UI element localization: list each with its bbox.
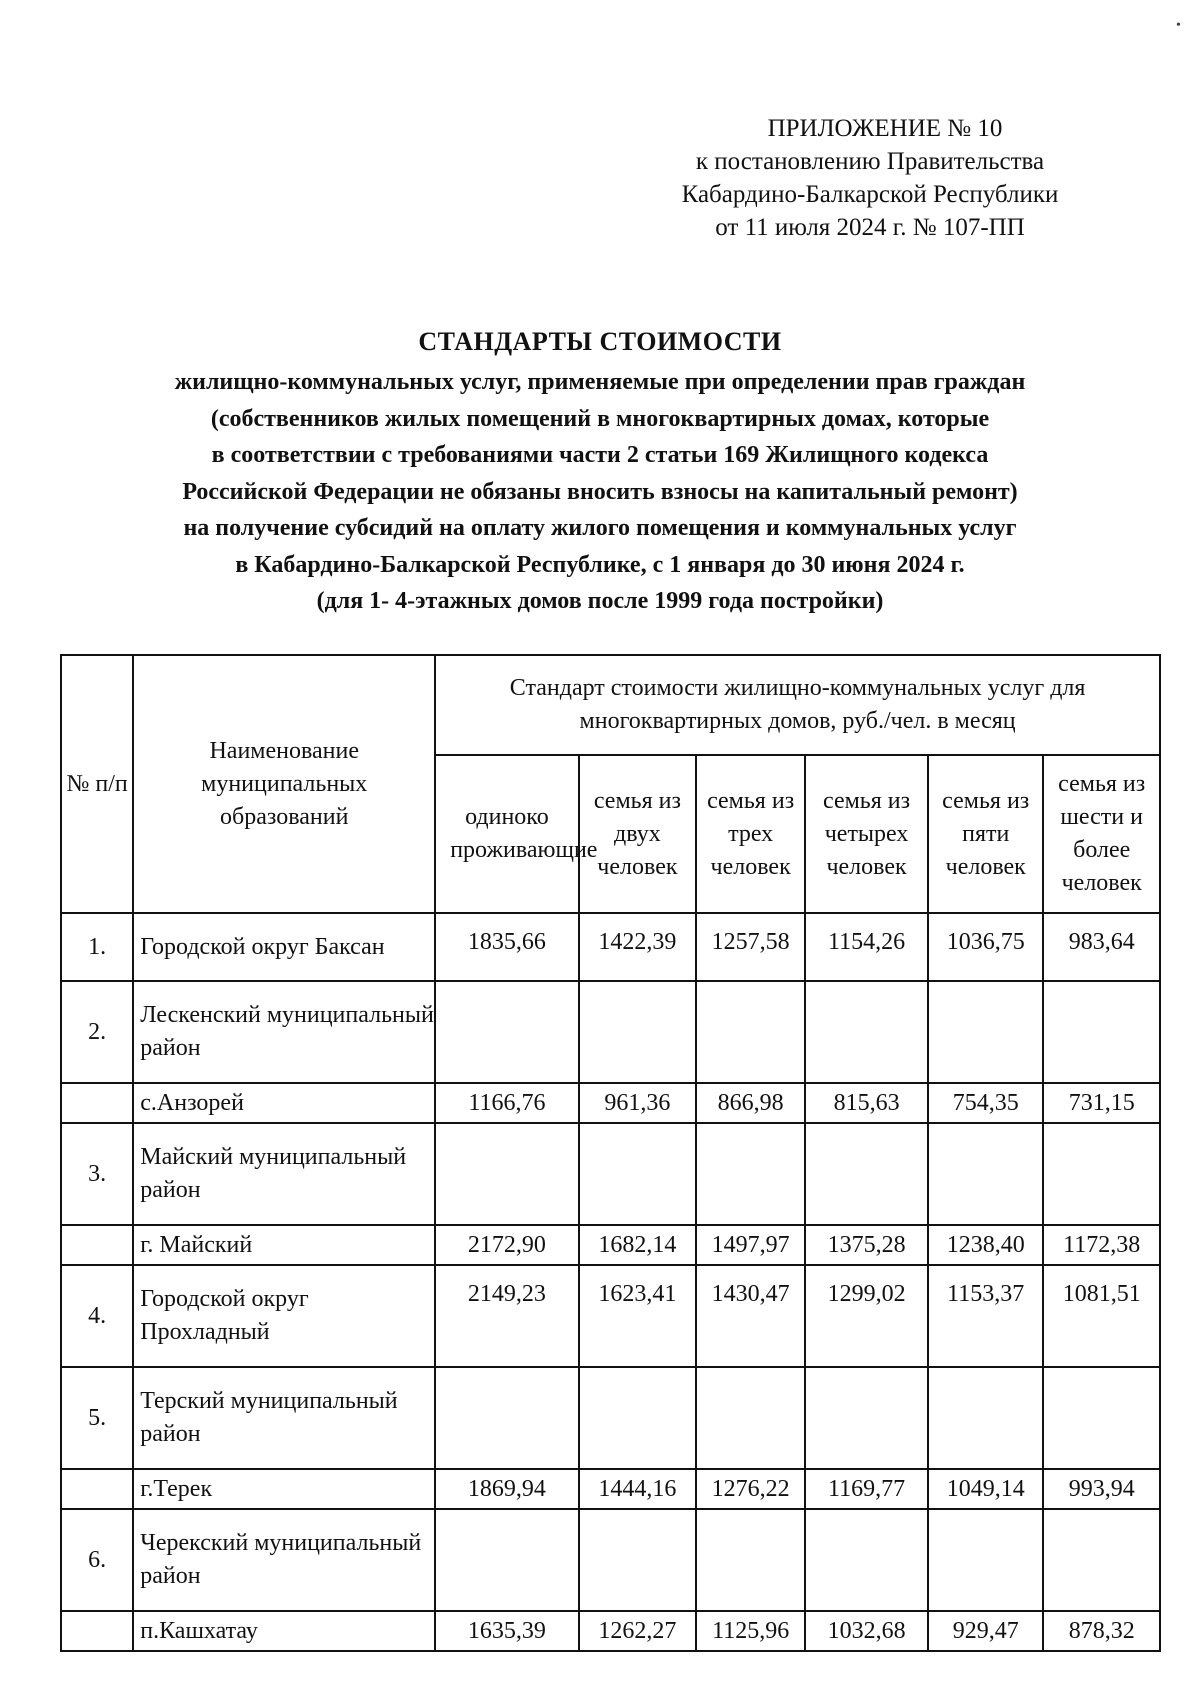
value-cell: 961,36 <box>579 1083 697 1123</box>
value-cell: 1081,51 <box>1043 1265 1160 1367</box>
row-number <box>61 1611 133 1651</box>
value-cell <box>805 1123 928 1225</box>
header-col-four: семья из четырех человек <box>805 755 928 913</box>
value-cell <box>928 1123 1043 1225</box>
row-number <box>61 1083 133 1123</box>
table-row <box>61 913 1160 981</box>
table-row <box>61 1611 1160 1651</box>
value-cell: 1497,97 <box>696 1225 805 1265</box>
header-col-two: семья из двух человек <box>579 755 697 913</box>
appendix-ref-date: от 11 июля 2024 г. № 107-ПП <box>715 214 1025 241</box>
standards-table <box>60 654 1161 1652</box>
value-cell: 1166,76 <box>435 1083 578 1123</box>
value-cell <box>1043 981 1160 1083</box>
value-cell: 1623,41 <box>579 1265 697 1367</box>
value-cell: 1153,37 <box>928 1265 1043 1367</box>
value-cell: 1257,58 <box>696 913 805 981</box>
table-row <box>61 1265 1160 1367</box>
value-cell <box>928 1509 1043 1611</box>
value-cell <box>1043 1123 1160 1225</box>
value-cell: 1635,39 <box>435 1611 578 1651</box>
municipality-name: Городской округ Прохладный <box>133 1265 435 1367</box>
value-cell: 1299,02 <box>805 1265 928 1367</box>
title-line: на получение субсидий на оплату жилого помещения и коммунальных услуг <box>183 515 1017 541</box>
header-col-three: семья из трех человек <box>696 755 805 913</box>
row-number <box>61 1225 133 1265</box>
municipality-name: п.Кашхатау <box>133 1611 435 1651</box>
value-cell: 1682,14 <box>579 1225 697 1265</box>
table-row <box>61 1225 1160 1265</box>
row-number: 6. <box>61 1509 133 1611</box>
value-cell <box>1043 1509 1160 1611</box>
value-cell: 1032,68 <box>805 1611 928 1651</box>
value-cell: 2149,23 <box>435 1265 578 1367</box>
appendix-number: ПРИЛОЖЕНИЕ № 10 <box>767 115 1003 142</box>
municipality-name: Черекский муниципальный район <box>133 1509 435 1611</box>
title-line: (для 1- 4-этажных домов после 1999 года постройки) <box>316 588 884 614</box>
title-line: жилищно-коммунальных услуг, применяемые при определении прав граждан <box>174 369 1026 395</box>
value-cell: 2172,90 <box>435 1225 578 1265</box>
value-cell <box>696 981 805 1083</box>
value-cell <box>928 981 1043 1083</box>
appendix-ref-republic: Кабардино-Балкарской Республики <box>681 181 1059 208</box>
value-cell: 866,98 <box>696 1083 805 1123</box>
row-number: 3. <box>61 1123 133 1225</box>
value-cell: 1049,14 <box>928 1469 1043 1509</box>
title-subtitle <box>60 364 1140 620</box>
value-cell <box>579 981 697 1083</box>
value-cell <box>579 1367 697 1469</box>
value-cell: 1036,75 <box>928 913 1043 981</box>
table-row <box>61 1469 1160 1509</box>
value-cell: 1172,38 <box>1043 1225 1160 1265</box>
municipality-name: Терский муниципальный район <box>133 1367 435 1469</box>
value-cell <box>805 981 928 1083</box>
value-cell: 731,15 <box>1043 1083 1160 1123</box>
value-cell <box>805 1509 928 1611</box>
value-cell <box>1043 1367 1160 1469</box>
value-cell <box>579 1123 697 1225</box>
row-number <box>61 1469 133 1509</box>
title-line: в Кабардино-Балкарской Республике, с 1 января до 30 июня 2024 г. <box>235 551 965 578</box>
value-cell: 983,64 <box>1043 913 1160 981</box>
municipality-name: г.Терек <box>133 1469 435 1509</box>
value-cell: 1835,66 <box>435 913 578 981</box>
title-main: СТАНДАРТЫ СТОИМОСТИ <box>418 327 782 356</box>
appendix-header <box>600 112 1140 244</box>
value-cell <box>435 1509 578 1611</box>
header-num: № п/п <box>61 655 133 913</box>
value-cell: 993,94 <box>1043 1469 1160 1509</box>
value-cell <box>805 1367 928 1469</box>
value-cell <box>928 1367 1043 1469</box>
header-col-single: одиноко проживающие <box>435 755 578 913</box>
header-group: Стандарт стоимости жилищно-коммунальных услуг для многоквартирных домов, руб./чел. в месяц <box>435 655 1160 755</box>
row-number: 4. <box>61 1265 133 1367</box>
row-number: 1. <box>61 913 133 981</box>
header-name: Наименование муниципальных образований <box>133 655 435 913</box>
appendix-ref-line: к постановлению Правительства <box>695 148 1045 175</box>
title-line: (собственников жилых помещений в многоквартирных домах, которые <box>210 405 990 432</box>
value-cell: 1430,47 <box>696 1265 805 1367</box>
value-cell: 878,32 <box>1043 1611 1160 1651</box>
value-cell: 1444,16 <box>579 1469 697 1509</box>
municipality-name: Лескенский муниципальный район <box>133 981 435 1083</box>
table-row <box>61 1123 1160 1225</box>
value-cell: 754,35 <box>928 1083 1043 1123</box>
table-row <box>61 1509 1160 1611</box>
value-cell: 1154,26 <box>805 913 928 981</box>
title-line: Российской Федерации не обязаны вносить взносы на капитальный ремонт) <box>182 478 1018 505</box>
header-col-six-plus: семья из шести и более человек <box>1043 755 1160 913</box>
value-cell: 1276,22 <box>696 1469 805 1509</box>
value-cell <box>435 981 578 1083</box>
value-cell <box>579 1509 697 1611</box>
table-body <box>61 913 1160 1651</box>
table-row <box>61 981 1160 1083</box>
value-cell: 1869,94 <box>435 1469 578 1509</box>
value-cell: 929,47 <box>928 1611 1043 1651</box>
value-cell: 1169,77 <box>805 1469 928 1509</box>
table-row <box>61 1083 1160 1123</box>
municipality-name: г. Майский <box>133 1225 435 1265</box>
value-cell <box>696 1123 805 1225</box>
municipality-name: с.Анзорей <box>133 1083 435 1123</box>
value-cell: 815,63 <box>805 1083 928 1123</box>
value-cell: 1238,40 <box>928 1225 1043 1265</box>
scan-mark: • <box>1176 18 1181 33</box>
value-cell <box>435 1367 578 1469</box>
value-cell: 1125,96 <box>696 1611 805 1651</box>
value-cell <box>696 1367 805 1469</box>
table-row <box>61 1367 1160 1469</box>
title-line: в соответствии с требованиями части 2 статьи 169 Жилищного кодекса <box>211 442 989 468</box>
value-cell: 1262,27 <box>579 1611 697 1651</box>
value-cell <box>435 1123 578 1225</box>
value-cell: 1422,39 <box>579 913 697 981</box>
row-number: 5. <box>61 1367 133 1469</box>
value-cell: 1375,28 <box>805 1225 928 1265</box>
value-cell <box>696 1509 805 1611</box>
header-col-five: семья из пяти человек <box>928 755 1043 913</box>
row-number: 2. <box>61 981 133 1083</box>
document-title <box>60 324 1140 620</box>
municipality-name: Городской округ Баксан <box>133 913 435 981</box>
municipality-name: Майский муниципальный район <box>133 1123 435 1225</box>
